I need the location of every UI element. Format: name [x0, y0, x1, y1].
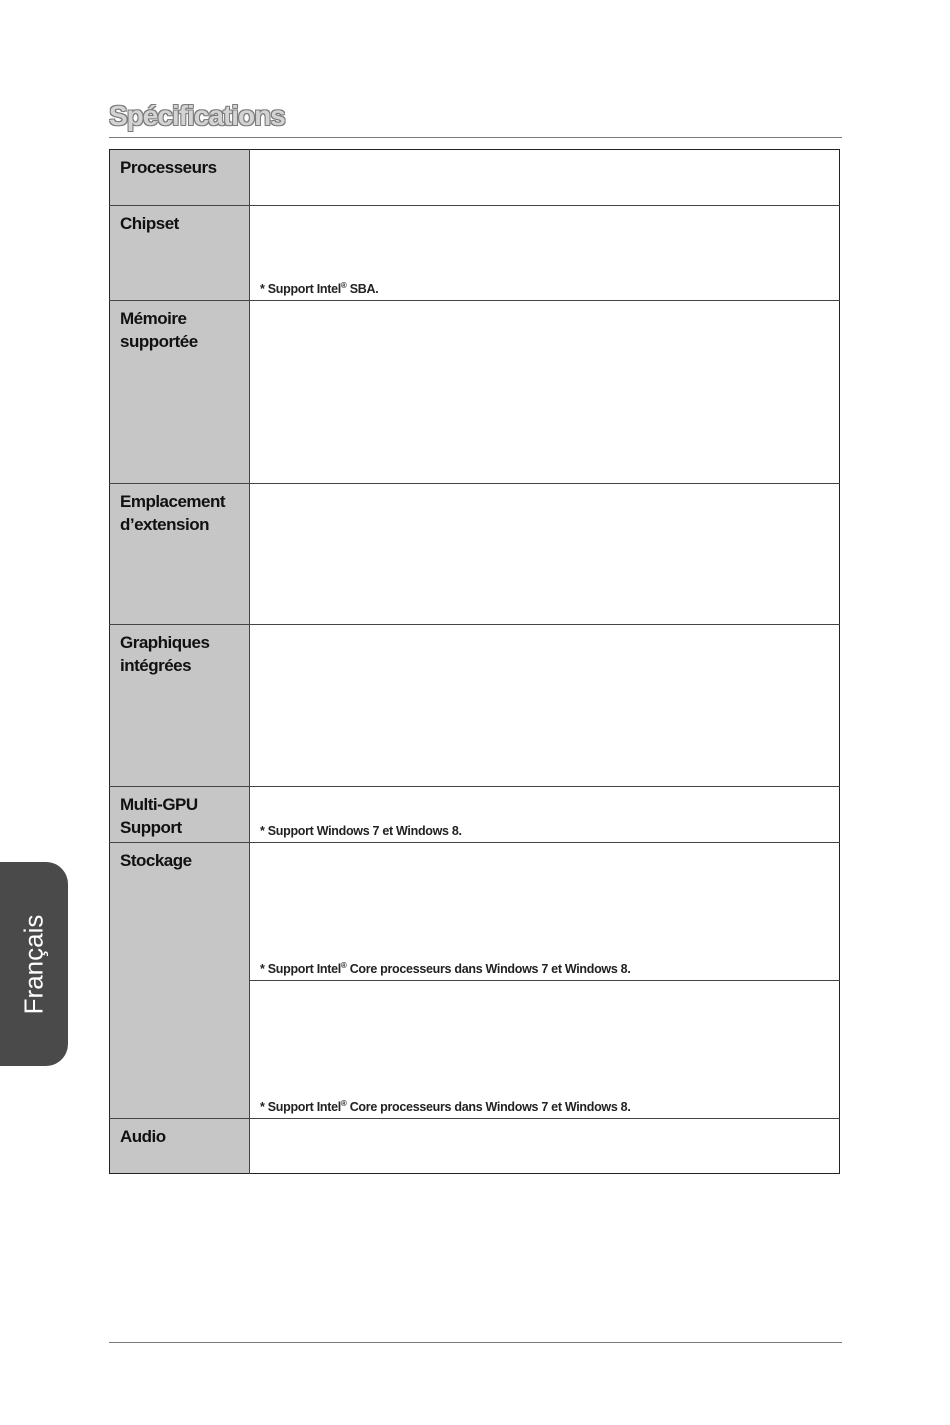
footer-divider: [109, 1342, 842, 1343]
spec-label-cell: [110, 206, 250, 301]
title-divider: [109, 137, 842, 138]
spec-row-stockage-1: [110, 843, 840, 981]
spec-row-audio: [110, 1119, 840, 1174]
spec-label-chipset: Chipset: [120, 214, 179, 233]
spec-label-stockage: Stockage: [120, 851, 192, 870]
spec-label-multigpu: Multi-GPU Support: [120, 795, 198, 837]
spec-label-extension: Emplacement d’extension: [120, 492, 226, 534]
spec-label-cell: [110, 150, 250, 206]
spec-value-multigpu: [250, 787, 840, 843]
spec-value-graphiques: [250, 625, 840, 787]
spec-label-cell: [110, 1119, 250, 1174]
spec-value-audio: [250, 1119, 840, 1174]
multigpu-footnote: * Support Windows 7 et Windows 8.: [260, 824, 462, 838]
spec-row-multigpu: [110, 787, 840, 843]
chipset-footnote: * Support Intel® SBA.: [260, 280, 379, 296]
spec-label-cell: [110, 787, 250, 843]
spec-value-processeurs: [250, 150, 840, 206]
spec-label-cell: [110, 484, 250, 625]
spec-value-chipset: [250, 206, 840, 301]
stockage-footnote-1: * Support Intel® Core processeurs dans Windows 7 et Windows 8.: [260, 960, 631, 976]
spec-label-cell: [110, 625, 250, 787]
language-tab-label: Français: [18, 914, 49, 1014]
language-side-tab: [0, 862, 68, 1066]
stockage-footnote-2: * Support Intel® Core processeurs dans Windows 7 et Windows 8.: [260, 1098, 631, 1114]
page-title: Spécifications: [109, 100, 285, 131]
spec-row-processeurs: [110, 150, 840, 206]
spec-label-processeurs: Processeurs: [120, 158, 217, 177]
spec-row-chipset: [110, 206, 840, 301]
spec-label-cell: [110, 843, 250, 1119]
spec-row-extension: [110, 484, 840, 625]
spec-value-extension: [250, 484, 840, 625]
spec-label-cell: [110, 301, 250, 484]
spec-label-memoire: Mémoire supportée: [120, 309, 198, 351]
spec-label-audio: Audio: [120, 1127, 166, 1146]
spec-row-memoire: [110, 301, 840, 484]
spec-row-graphiques: [110, 625, 840, 787]
spec-value-stockage-1: [250, 843, 840, 981]
specifications-table: [109, 149, 840, 1174]
spec-value-stockage-2: [250, 981, 840, 1119]
spec-label-graphiques: Graphiques intégrées: [120, 633, 210, 675]
spec-value-memoire: [250, 301, 840, 484]
